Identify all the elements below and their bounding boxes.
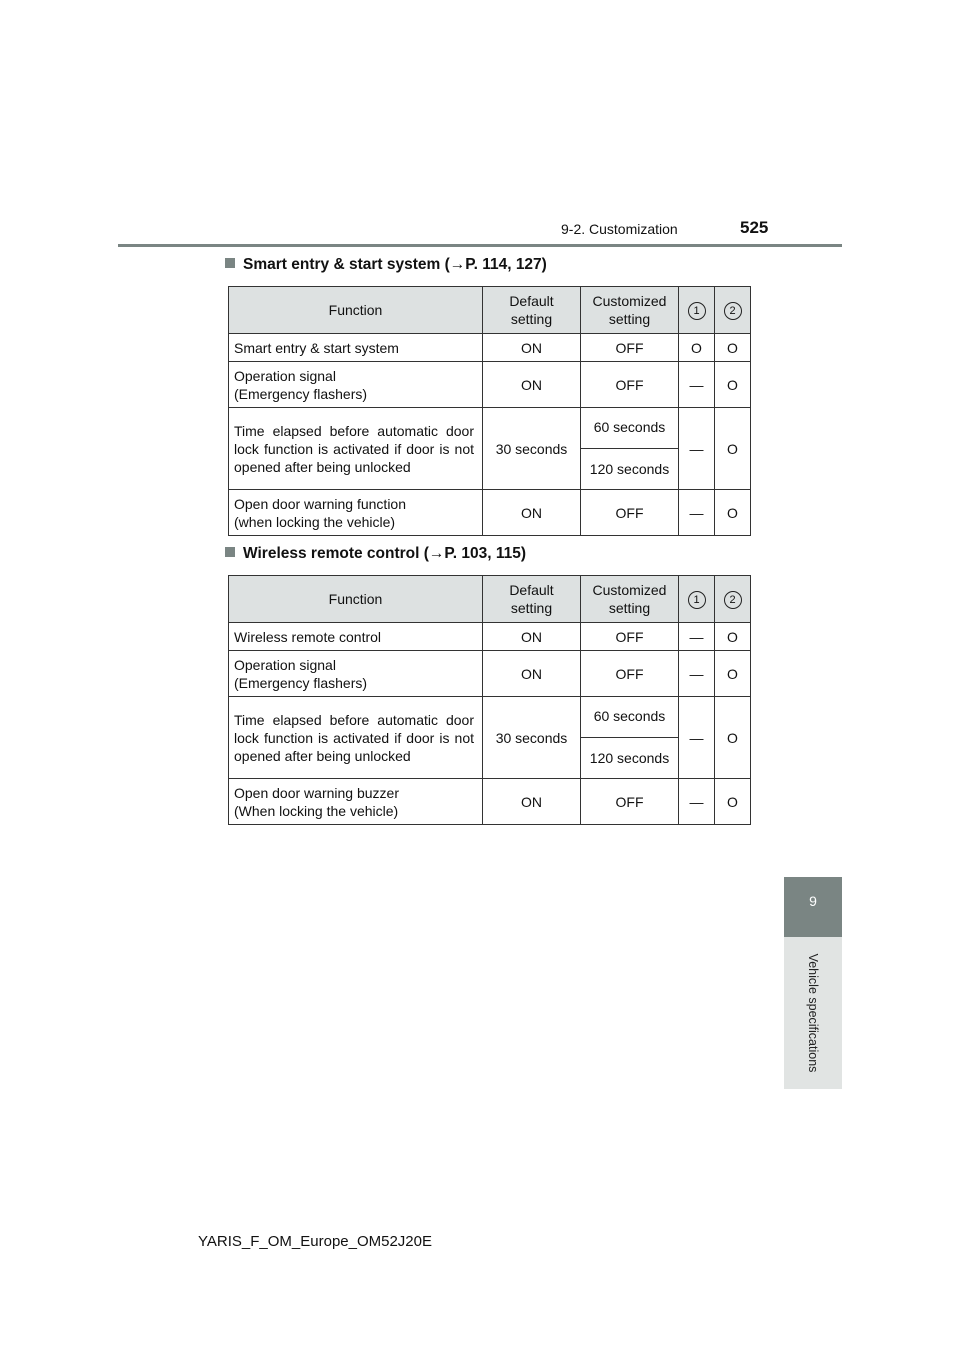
heading-bullet-icon xyxy=(225,547,235,557)
col2-cell: O xyxy=(715,362,751,408)
default-cell: 30 seconds xyxy=(483,697,581,779)
header-rule xyxy=(118,244,842,247)
customized-cell: OFF xyxy=(581,362,679,408)
header-col-2 xyxy=(715,576,751,623)
header-default-setting: Default setting xyxy=(483,576,581,623)
col1-cell: — xyxy=(679,697,715,779)
circled-number-2-icon: 2 xyxy=(724,591,742,609)
header-function: Function xyxy=(229,287,483,334)
circled-number-1-icon: 1 xyxy=(688,302,706,320)
table-header-row xyxy=(229,287,751,334)
col2-cell: O xyxy=(715,490,751,536)
function-cell: Time elapsed before automatic door lock function is activated if door is not opened after being unlocked xyxy=(229,408,483,490)
col2-cell: O xyxy=(715,408,751,490)
default-cell: ON xyxy=(483,623,581,651)
header-col-1 xyxy=(679,287,715,334)
section-heading-smart-entry xyxy=(225,256,547,274)
customized-cell: OFF xyxy=(581,490,679,536)
default-cell: ON xyxy=(483,362,581,408)
header-customized-setting: Customized setting xyxy=(581,287,679,334)
customized-cell: 120 seconds xyxy=(581,449,679,490)
function-cell: Wireless remote control xyxy=(229,623,483,651)
header-customized-setting: Customized setting xyxy=(581,576,679,623)
customized-cell: 60 seconds xyxy=(581,697,679,738)
default-cell: ON xyxy=(483,651,581,697)
function-cell: Open door warning buzzer (When locking the vehicle) xyxy=(229,779,483,825)
page-number: 525 xyxy=(740,218,769,237)
chapter-number: 9 xyxy=(809,893,817,909)
customized-cell: OFF xyxy=(581,779,679,825)
col2-cell: O xyxy=(715,779,751,825)
table-row xyxy=(229,623,751,651)
section-heading-wireless-remote xyxy=(225,545,526,563)
default-cell: ON xyxy=(483,490,581,536)
table-row xyxy=(229,334,751,362)
table-row xyxy=(229,362,751,408)
table-row xyxy=(229,490,751,536)
smart-entry-table xyxy=(228,286,751,536)
heading-bullet-icon xyxy=(225,258,235,268)
circled-number-2-icon: 2 xyxy=(724,302,742,320)
table-row xyxy=(229,779,751,825)
default-cell: ON xyxy=(483,334,581,362)
col2-cell: O xyxy=(715,623,751,651)
col1-cell: — xyxy=(679,408,715,490)
table-row xyxy=(229,697,751,738)
header-section-title: 9-2. Customization xyxy=(561,221,678,237)
header-col-2 xyxy=(715,287,751,334)
col1-cell: — xyxy=(679,623,715,651)
col1-cell: — xyxy=(679,651,715,697)
circled-number-1-icon: 1 xyxy=(688,591,706,609)
table-row xyxy=(229,408,751,449)
customized-cell: 60 seconds xyxy=(581,408,679,449)
wireless-remote-table xyxy=(228,575,751,825)
customized-cell: OFF xyxy=(581,334,679,362)
table-row xyxy=(229,651,751,697)
col2-cell: O xyxy=(715,651,751,697)
col1-cell: O xyxy=(679,334,715,362)
heading-text: Smart entry & start system (→P. 114, 127) xyxy=(243,256,547,273)
function-cell: Operation signal (Emergency flashers) xyxy=(229,362,483,408)
heading-text: Wireless remote control (→P. 103, 115) xyxy=(243,545,527,562)
customized-cell: OFF xyxy=(581,623,679,651)
default-cell: ON xyxy=(483,779,581,825)
chapter-title: Vehicle specifications xyxy=(806,953,820,1073)
function-cell: Time elapsed before automatic door lock function is activated if door is not opened after being unlocked xyxy=(229,697,483,779)
function-cell: Smart entry & start system xyxy=(229,334,483,362)
col1-cell: — xyxy=(679,362,715,408)
col1-cell: — xyxy=(679,490,715,536)
function-cell: Operation signal (Emergency flashers) xyxy=(229,651,483,697)
col2-cell: O xyxy=(715,697,751,779)
default-cell: 30 seconds xyxy=(483,408,581,490)
customized-cell: OFF xyxy=(581,651,679,697)
customized-cell: 120 seconds xyxy=(581,738,679,779)
footer-doc-id: YARIS_F_OM_Europe_OM52J20E xyxy=(198,1233,433,1250)
col1-cell: — xyxy=(679,779,715,825)
header-default-setting: Default setting xyxy=(483,287,581,334)
header-function: Function xyxy=(229,576,483,623)
function-cell: Open door warning function (when locking the vehicle) xyxy=(229,490,483,536)
table-header-row xyxy=(229,576,751,623)
header-col-1 xyxy=(679,576,715,623)
col2-cell: O xyxy=(715,334,751,362)
